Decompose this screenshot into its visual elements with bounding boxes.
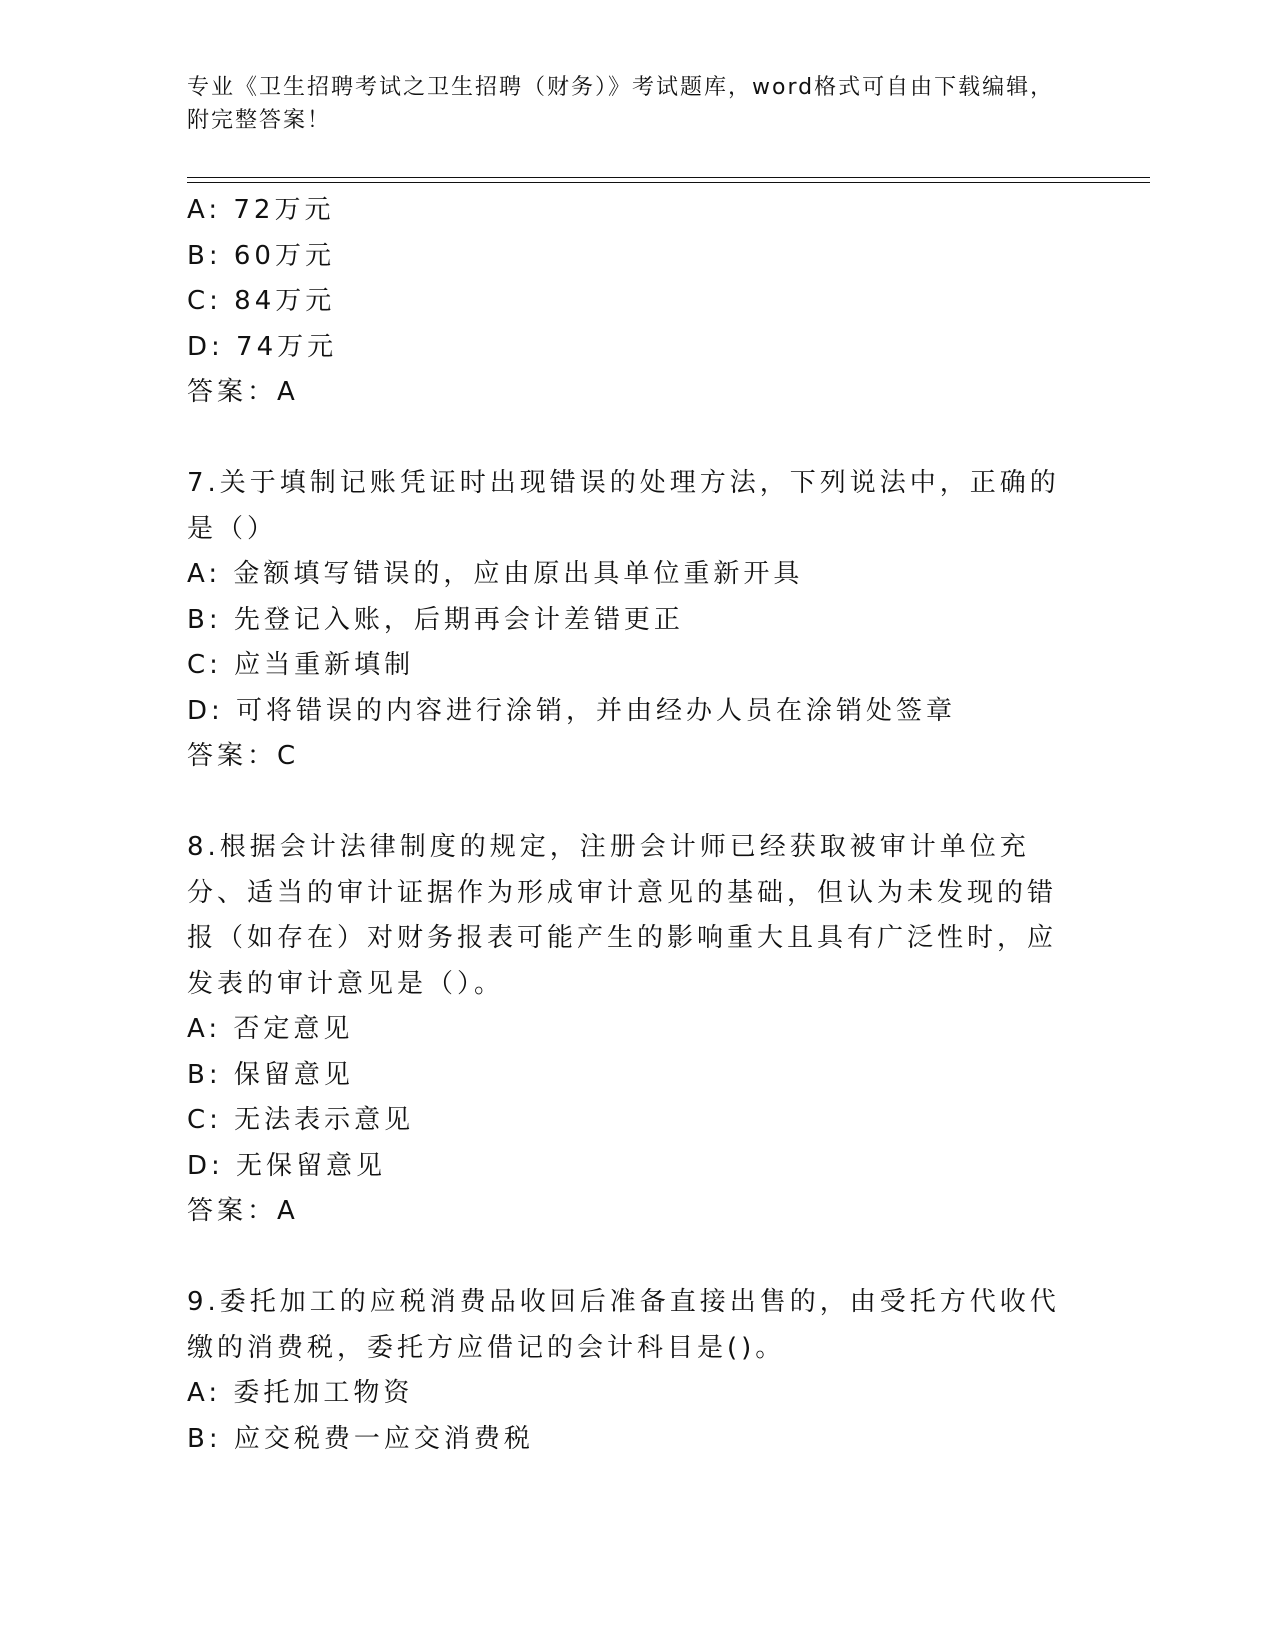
question-stem: 9.委托加工的应税消费品收回后准备直接出售的，由受托方代收代缴的消费税，委托方应借记的会计科目是()。 [187, 1287, 1060, 1363]
question-9 [187, 1280, 1067, 1462]
answer-line: 答案：C [187, 741, 300, 771]
option-b: B: 保留意见 [187, 1059, 354, 1090]
option-c: C: 应当重新填制 [187, 650, 415, 680]
answer-line: 答案：A [187, 1196, 299, 1226]
header-rule-top [187, 177, 1150, 178]
option-c: C: 84万元 [187, 286, 336, 316]
option-b: B: 应交税费一应交消费税 [187, 1423, 534, 1454]
option-d: D: 74万元 [187, 331, 338, 362]
option-a: A: 委托加工物资 [187, 1378, 414, 1408]
question-stem: 8.根据会计法律制度的规定，注册会计师已经获取被审计单位充分、适当的审计证据作为形成审计意见的基础，但认为未发现的错报（如存在）对财务报表可能产生的影响重大且具有广泛性时，应发表的审计意见是（）。 [187, 832, 1058, 999]
document-body [187, 188, 1067, 1462]
option-d: D: 无保留意见 [187, 1150, 387, 1181]
answer-line: 答案：A [187, 377, 299, 407]
option-c: C: 无法表示意见 [187, 1105, 415, 1135]
option-a: A: 否定意见 [187, 1014, 354, 1044]
header-rule-bottom [187, 182, 1150, 183]
spacer [187, 1235, 1067, 1281]
document-header: 专业《卫生招聘考试之卫生招聘（财务）》考试题库，word格式可自由下载编辑，附完整答案！ [187, 75, 1055, 133]
question-7 [187, 461, 1067, 780]
option-a: A: 金额填写错误的，应由原出具单位重新开具 [187, 559, 804, 589]
question-8 [187, 825, 1067, 1235]
spacer [187, 416, 1067, 462]
option-b: B: 60万元 [187, 240, 335, 271]
option-b: B: 先登记入账，后期再会计差错更正 [187, 604, 684, 635]
question-6 [187, 188, 1067, 416]
option-d: D: 可将错误的内容进行涂销，并由经办人员在涂销处签章 [187, 695, 957, 726]
question-stem: 7.关于填制记账凭证时出现错误的处理方法，下列说法中，正确的是（） [187, 468, 1060, 544]
option-a: A: 72万元 [187, 195, 335, 225]
spacer [187, 780, 1067, 826]
